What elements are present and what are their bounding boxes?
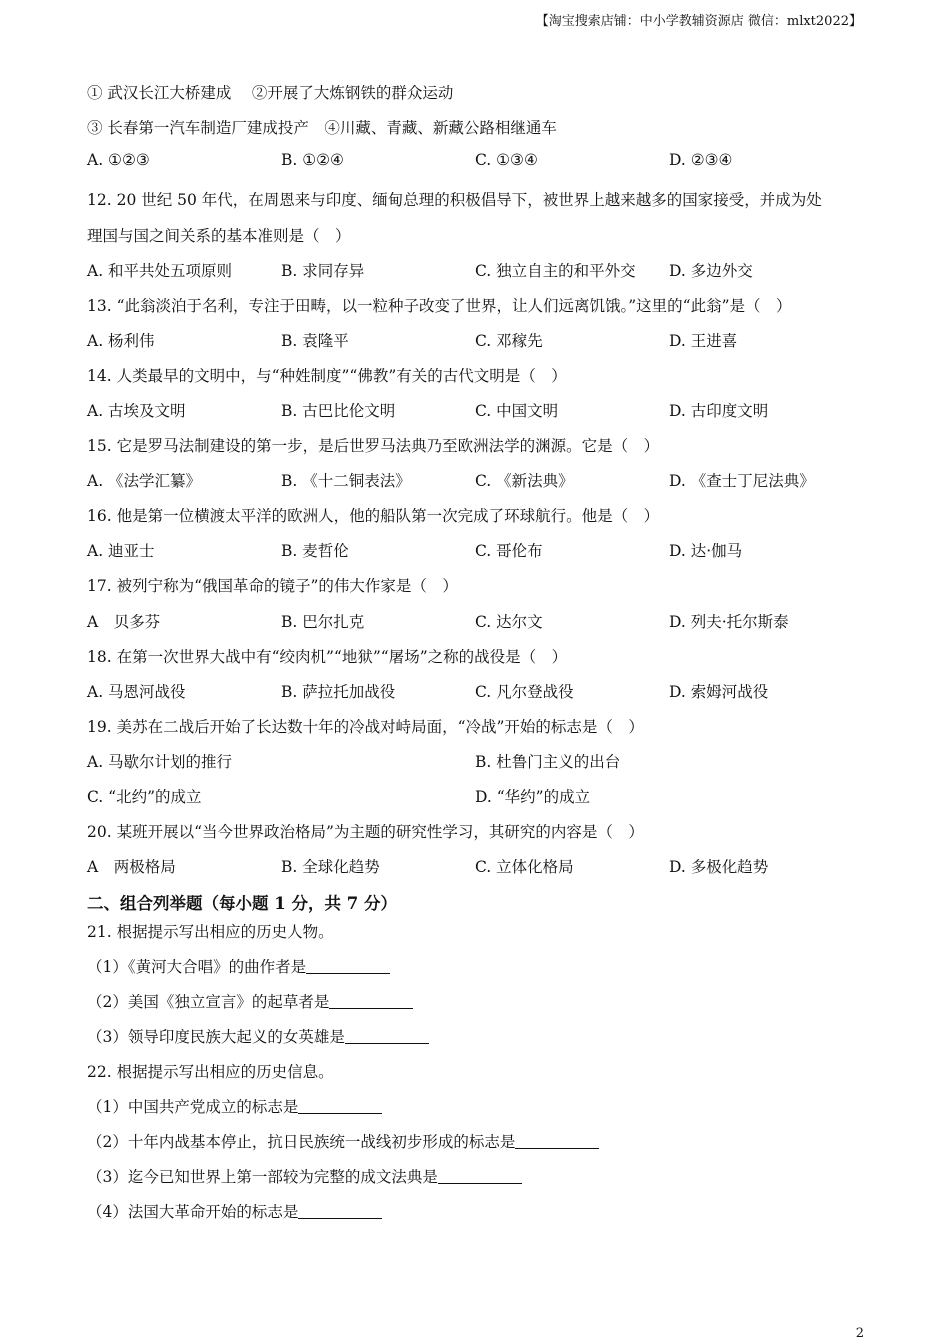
q22-item-1 xyxy=(87,1095,382,1117)
item-text: （1）《黄河大合唱》的曲作者是 xyxy=(87,958,307,976)
q12-options xyxy=(87,259,887,281)
item-text: （1）中国共产党成立的标志是 xyxy=(87,1098,299,1116)
option-c: C. 中国文明 xyxy=(475,402,559,420)
q16-options xyxy=(87,539,887,561)
option-b: B. 全球化趋势 xyxy=(281,858,380,876)
q11-options xyxy=(87,151,887,173)
q19-options-row2 xyxy=(87,785,887,807)
q15-options xyxy=(87,469,887,491)
option-a: A 两极格局 xyxy=(87,858,176,876)
q12-stem-cont: 理国与国之间关系的基本准则是（ ） xyxy=(87,227,351,245)
q19-stem: 19. 美苏在二战后开始了长达数十年的冷战对峙局面，“冷战”开始的标志是（ ） xyxy=(87,718,644,736)
q21-item-3 xyxy=(87,1025,429,1047)
option-b: B. ①②④ xyxy=(281,151,344,169)
option-a: A. 杨利伟 xyxy=(87,332,155,350)
answer-blank[interactable] xyxy=(298,1099,382,1114)
page-header: 【淘宝搜索店铺：中小学教辅资源店 微信：mlxt2022】 xyxy=(535,14,862,29)
option-a: A. 和平共处五项原则 xyxy=(87,262,233,280)
option-d: D. “华约”的成立 xyxy=(475,788,591,806)
option-c: C. 达尔文 xyxy=(475,613,543,631)
q22-item-2 xyxy=(87,1130,599,1152)
option-c: C. 独立自主的和平外交 xyxy=(475,262,636,280)
option-b: B. 《十二铜表法》 xyxy=(281,472,411,490)
q21-item-1 xyxy=(87,955,390,977)
item-text: （3）迄今已知世界上第一部较为完整的成文法典是 xyxy=(87,1168,438,1186)
q17-options xyxy=(87,610,887,632)
q12-stem: 12. 20 世纪 50 年代，在周恩来与印度、缅甸总理的积极倡导下，被世界上越来越多的国家接受，并成为处 xyxy=(87,191,822,209)
item-text: （3）领导印度民族大起义的女英雄是 xyxy=(87,1028,345,1046)
q14-stem: 14. 人类最早的文明中，与“种姓制度”“佛教”有关的古代文明是（ ） xyxy=(87,367,567,385)
option-c: C. ①③④ xyxy=(475,151,538,169)
option-a: A. ①②③ xyxy=(87,151,150,169)
page-number: 2 xyxy=(855,1326,864,1341)
option-a: A. 马歇尔计划的推行 xyxy=(87,753,233,771)
option-b: B. 古巴比伦文明 xyxy=(281,402,396,420)
option-a: A. 迪亚士 xyxy=(87,542,155,560)
item-text: （2）美国《独立宣言》的起草者是 xyxy=(87,993,330,1011)
q22-item-3 xyxy=(87,1165,522,1187)
option-d: D. 多极化趋势 xyxy=(669,858,769,876)
section-heading: 二、组合列举题（每小题 1 分，共 7 分） xyxy=(87,894,397,913)
option-b: B. 杜鲁门主义的出台 xyxy=(475,753,621,771)
option-b: B. 巴尔扎克 xyxy=(281,613,365,631)
option-b: B. 麦哲伦 xyxy=(281,542,349,560)
option-a: A. 马恩河战役 xyxy=(87,683,186,701)
q11-items-1: ① 武汉长江大桥建成 ②开展了大炼钢铁的群众运动 xyxy=(87,84,454,102)
option-c: C. 凡尔登战役 xyxy=(475,683,574,701)
item-text: （2）十年内战基本停止，抗日民族统一战线初步形成的标志是 xyxy=(87,1133,516,1151)
option-d: D. 多边外交 xyxy=(669,262,753,280)
item-text: （4）法国大革命开始的标志是 xyxy=(87,1203,299,1221)
q22-stem: 22. 根据提示写出相应的历史信息。 xyxy=(87,1063,334,1081)
option-c: C. 立体化格局 xyxy=(475,858,574,876)
option-d: D. 索姆河战役 xyxy=(669,683,769,701)
option-a: A. 古埃及文明 xyxy=(87,402,186,420)
q13-options xyxy=(87,329,887,351)
option-c: C. “北约”的成立 xyxy=(87,788,202,806)
option-d: D. 古印度文明 xyxy=(669,402,769,420)
answer-blank[interactable] xyxy=(298,1204,382,1219)
q22-item-4 xyxy=(87,1200,382,1222)
answer-blank[interactable] xyxy=(306,959,390,974)
option-d: D. 达·伽马 xyxy=(669,542,743,560)
q20-stem: 20. 某班开展以“当今世界政治格局”为主题的研究性学习，其研究的内容是（ ） xyxy=(87,823,644,841)
q11-items-2: ③ 长春第一汽车制造厂建成投产 ④川藏、青藏、新藏公路相继通车 xyxy=(87,119,557,137)
q19-options-row1 xyxy=(87,750,887,772)
option-b: B. 袁隆平 xyxy=(281,332,349,350)
option-a: A. 《法学汇纂》 xyxy=(87,472,202,490)
answer-blank[interactable] xyxy=(438,1169,522,1184)
option-b: B. 求同存异 xyxy=(281,262,365,280)
option-d: D. 《查士丁尼法典》 xyxy=(669,472,815,490)
option-d: D. 列夫·托尔斯泰 xyxy=(669,613,789,631)
q21-stem: 21. 根据提示写出相应的历史人物。 xyxy=(87,923,334,941)
option-b: B. 萨拉托加战役 xyxy=(281,683,396,701)
q20-options xyxy=(87,855,887,877)
q13-stem: 13. “此翁淡泊于名利，专注于田畴，以一粒种子改变了世界，让人们远离饥饿。”这里的“此翁”是（ ） xyxy=(87,297,792,315)
q14-options xyxy=(87,399,887,421)
option-a: A 贝多芬 xyxy=(87,613,161,631)
option-c: C. 邓稼先 xyxy=(475,332,543,350)
q17-stem: 17. 被列宁称为“俄国革命的镜子”的伟大作家是（ ） xyxy=(87,577,458,595)
q15-stem: 15. 它是罗马法制建设的第一步，是后世罗马法典乃至欧洲法学的渊源。它是（ ） xyxy=(87,437,660,455)
answer-blank[interactable] xyxy=(345,1029,429,1044)
q18-options xyxy=(87,680,887,702)
answer-blank[interactable] xyxy=(515,1134,599,1149)
q21-item-2 xyxy=(87,990,413,1012)
q16-stem: 16. 他是第一位横渡太平洋的欧洲人，他的船队第一次完成了环球航行。他是（ ） xyxy=(87,507,660,525)
option-c: C. 哥伦布 xyxy=(475,542,543,560)
answer-blank[interactable] xyxy=(329,994,413,1009)
option-c: C. 《新法典》 xyxy=(475,472,574,490)
option-d: D. 王进喜 xyxy=(669,332,738,350)
option-d: D. ②③④ xyxy=(669,151,733,169)
q18-stem: 18. 在第一次世界大战中有“绞肉机”“地狱”“屠场”之称的战役是（ ） xyxy=(87,648,568,666)
